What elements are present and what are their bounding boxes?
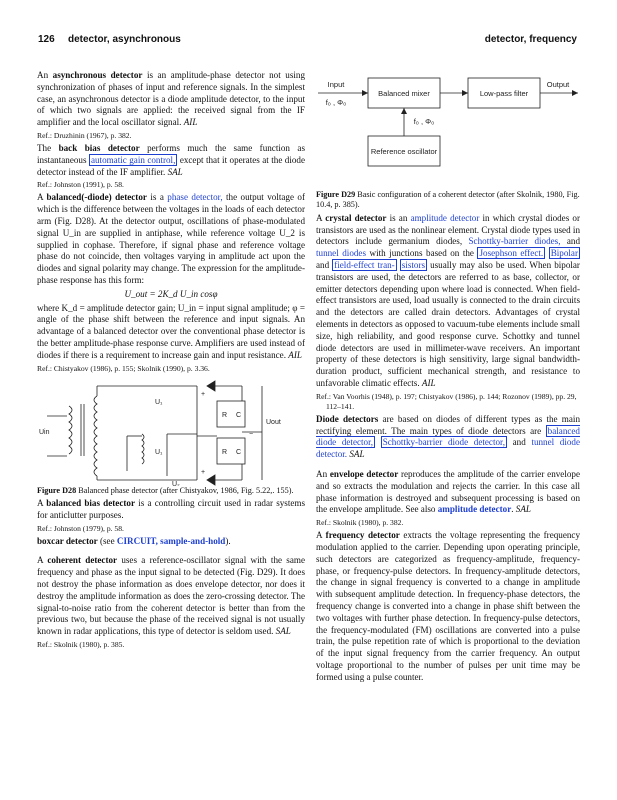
- link-tunnel-diodes[interactable]: tunnel diodes: [316, 248, 366, 259]
- link-schottky-barrier-diodes[interactable]: Schottky-barrier diodes,: [468, 236, 561, 247]
- term: Diode detectors: [316, 413, 379, 424]
- entry-text: are based on diodes of different types as the main rectifying element. The main types of diode detectors are: [316, 413, 580, 436]
- author: SAL: [349, 449, 365, 460]
- reference: Ref.: Druzhinin (1967), p. 382.: [37, 130, 132, 140]
- reference: Ref.: Johnston (1979), p. 58.: [37, 523, 124, 533]
- label-input-freq: f₀ , Φ₀: [325, 98, 347, 107]
- running-head-right: detector, frequency: [484, 34, 577, 45]
- label-balanced-mixer: Balanced mixer: [378, 89, 430, 98]
- entry-text: extracts the voltage representing the frequency modulation applied to the carrier. Depending upon operating principle, such detectors are categorized as frequency-amplitude, frequency-phase, or frequency-pulse detectors. In frequency-amplitude detectors, the change in signal frequency is converted to a change in amplitude with subsequent amplitude detection. In frequency-phase detectors, the frequency change is converted into a change in phase shift between the two voltages with further phase detection. In frequency-pulse detectors, the frequency-modulated (FM) oscillations are converted into a pulse train, the pulse repetition rate of which is proportional to the deviation of the input signal frequency from the carrier frequency. An output voltage proportional to the number of pulses per unit time may be formed using a pulse counter.: [316, 530, 580, 682]
- running-head-left: detector, asynchronous: [68, 34, 181, 45]
- term: crystal detector: [325, 212, 387, 223]
- label-r-bottom: R: [222, 448, 228, 456]
- entry-text: is a: [150, 192, 164, 203]
- entry-coherent-detector: A coherent detector uses a reference-oscillator signal with the same frequency and phase as the input signal to be detected (Fig. D29). It does not destroy the phase information as does envelope detector, nor does it destroy the amplitude information as does the zero-crossing detector. The signal-to-noise ratio from the coherent detector is better than from the previous two, but because the phase of the received signal is not usually known in radar applications, this type of detector is seldom used. SAL: [37, 555, 305, 637]
- entry-balanced-detector: A balanced(-diode) detector is a phase detector, the output voltage of which is the difference between the voltages in the loads of each detector arm (Fig. D28). At the detector output, oscillations of phase-modulated signal U_in are supplied in antiphase, while reference voltage U_2 is supplied in cophase. Therefore, if signal phase and reference voltage phase do not coincide, then voltages varying in amplitude act upon the diodes and signal polarity may change. The expression for the amplitude-phase response has this form:: [37, 192, 305, 285]
- entry-balanced-bias-detector: A balanced bias detector is a controlling circuit used in radar systems for anticlutter purposes.: [37, 497, 306, 520]
- entry-text: usually may also be used. When bipolar transistors are used, the detectors are referred to as base, collector, or emitter detectors depending upon where load is connected. When field-effect transistors are used, load usually is connected to the drain circuits and the detectors are called drain detectors. Advantages of crystal elements in detectors as opposed to vacuum-tube elements include small size, high reliability, and good response curve. Schottky and tunnel diode detectors are used in millimeter-wave receivers. An important property of these detectors is high sensitivity, large signal bandwidth-duration product, sufficient mechanical strength, and resistance to unfavorable climatic effects.: [316, 260, 580, 388]
- entry-boxcar-detector: [37, 536, 305, 548]
- label-u2: U₂: [172, 480, 180, 486]
- entry-crystal-detector: A crystal detector is an amplitude detector in which crystal diodes or transistors are used as the nonlinear element. Crystal diode types used in detectors include germanium diodes, Schottky-barrier diodes, and tunnel diodes with junctions based on the Josephson effect. Bipolar and field-effect tran- sistors usually may also be used. When bipolar transistors are used, the detectors are referred to as base, collector, or emitter detectors depending upon where load is connected. When field-effect transistors are used, load usually is connected to the drain circuits and the detectors are called drain detectors. Advantages of crystal elements in detectors as opposed to vacuum-tube elements include small size, high reliability, and good response curve. Schottky and tunnel diode detectors are used in millimeter-wave receivers. An important property of these detectors is high sensitivity, large signal bandwidth-duration product, sufficient mechanical strength, and resistance to unfavorable climatic effects. AIL: [316, 212, 580, 388]
- term: back bias detector: [58, 142, 140, 153]
- link-amplitude-detector-see-also[interactable]: amplitude detector: [437, 504, 512, 515]
- caption-label: Figure D28: [37, 485, 77, 495]
- link-balanced-diode-detector[interactable]: balanced diode detector,: [316, 425, 580, 448]
- term: frequency detector: [325, 530, 400, 541]
- label-uin: Uin: [39, 428, 50, 436]
- author: AIL: [288, 349, 302, 360]
- entry-text: and: [316, 260, 330, 270]
- author: SAL: [275, 626, 291, 637]
- right-column: [316, 72, 580, 686]
- link-bipolar[interactable]: Bipolar: [550, 248, 578, 259]
- entry-text: where K_d = amplitude detector gain; U_in = input signal amplitude; φ = angle of the phase shift between the reference and input signals. An advantage of a balanced detector over the conventional phase detector is the better amplitude-phase response curve. Amplifiers are used instead of diodes if there is a requirement to increase gain and input resistance.: [37, 302, 305, 360]
- reference: Ref.: Skolnik (1980), p. 382.: [316, 518, 404, 528]
- reference: Ref.: Johnston (1991), p. 58.: [37, 180, 124, 190]
- term: boxcar detector: [37, 535, 98, 546]
- see-end: ).: [225, 535, 231, 546]
- label-uout: Uout: [266, 418, 281, 426]
- reference: Ref.: Chistyakov (1986), p. 155; Skolnik (1990), p. 3.36.: [37, 363, 210, 373]
- reference: Ref.: Van Voorhis (1948), p. 197; Chistyakov (1986), p. 144; Rozonov (1989), pp. 29, 112–141.: [316, 391, 577, 411]
- label-c-top: C: [236, 411, 242, 419]
- figure-d29-block-diagram: [316, 72, 578, 180]
- figure-d29-caption: [316, 190, 580, 211]
- entry-text: is an: [389, 212, 408, 223]
- entry-text: and: [566, 236, 580, 247]
- link-josephson-effect[interactable]: Josephson effect.: [479, 248, 544, 259]
- label-plus-bottom: +: [201, 468, 206, 476]
- label-u1-top: U₁: [155, 398, 163, 406]
- author: AIL: [421, 377, 436, 388]
- term: coherent detector: [47, 555, 118, 566]
- entry-balanced-detector-cont: [37, 303, 305, 362]
- left-column: [37, 70, 305, 652]
- link-field-effect-transistors-cont[interactable]: sistors: [401, 260, 426, 270]
- term: balanced bias detector: [46, 497, 135, 508]
- link-automatic-gain-control[interactable]: automatic gain control,: [90, 154, 176, 165]
- link-circuit-sample-and-hold[interactable]: CIRCUIT, sample-and-hold: [116, 535, 226, 546]
- entry-back-bias-detector: The back bias detector performs much the same function as instantaneous automatic gain control, except that it operates at the diode detector instead of the IF amplifier. SAL: [37, 142, 305, 177]
- caption-label: Figure D29: [316, 190, 356, 199]
- entry-text: is a controlling circuit used in radar systems for anticlutter purposes.: [37, 497, 306, 520]
- label-c-bottom: C: [236, 448, 242, 456]
- entry-text: is an amplitude-phase detector not using synchronization of phases of input and reference signals. In the simplest case, an asynchronous detector is a diode amplitude detector, to the input of which two signals are applied: the received signal from the IF amplifier and the local oscillator signal.: [37, 70, 305, 128]
- figure-d28-caption: [37, 486, 305, 496]
- entry-diode-detectors: [316, 414, 580, 461]
- link-phase-detector[interactable]: phase detector,: [167, 192, 223, 203]
- term: envelope detector: [329, 468, 399, 479]
- label-low-pass-filter: Low-pass filter: [479, 89, 529, 98]
- reference: Ref.: Skolnik (1980), p. 385.: [37, 639, 125, 649]
- entry-text: with junctions based on the: [369, 248, 474, 259]
- entry-frequency-detector: A frequency detector extracts the voltage representing the frequency modulation applied to the carrier. Depending upon operating principle, such detectors are categorized as frequency-amplitude, frequency-phase, or frequency-pulse detectors. In frequency-amplitude detectors, the change in signal frequency is converted to a change in amplitude with subsequent amplitude detection. In frequency-phase detectors, the frequency change is converted into a change in phase shift between the two voltages with further phase detection. In frequency-pulse detectors, the frequency-modulated (FM) oscillations are converted into a pulse train, the pulse repetition rate of which is proportional to the deviation of the input signal frequency from the carrier frequency. An output voltage proportional to the number of pulses per unit time may be formed using a pulse counter.: [316, 530, 580, 682]
- caption-text: Basic configuration of a coherent detector (after Skolnik, 1980, Fig. 10.4, p. 385).: [316, 190, 580, 210]
- page-number: 126: [38, 34, 55, 45]
- entry-text: performs much the same function as instantaneous: [37, 142, 305, 165]
- figure-d28-schematic: [37, 376, 302, 486]
- entry-text: in which crystal diodes or transistors are used as the nonlinear element. Crystal diode types used in detectors include germanium diodes,: [316, 212, 580, 247]
- link-tunnel-diode-detector[interactable]: tunnel diode detector.: [316, 437, 581, 460]
- author: SAL: [515, 504, 531, 515]
- label-output: Output: [546, 80, 570, 89]
- caption-text: Balanced phase detector (after Chistyakov, 1986, Fig. 5.22,. 155).: [78, 485, 294, 495]
- link-amplitude-detector[interactable]: amplitude detector: [410, 212, 480, 223]
- label-ref-freq: f₀ , Φ₀: [413, 117, 435, 126]
- entry-text: uses a reference-oscillator signal with the same frequency and phase as the input signal to be detected (Fig. D29). It does not destroy the phase information as does envelope detector, nor does it destroy the amplitude information as does the zero-crossing detector. The signal-to-noise ratio from the coherent detector is better than from the previous two, but because the phase of the received signal is not usually known in radar applications, this type of detector is seldom used.: [37, 555, 305, 637]
- label-plus-top: +: [201, 390, 206, 398]
- label-minus: −: [249, 430, 254, 438]
- label-u1-bottom: U₁: [155, 448, 163, 456]
- label-r-top: R: [222, 411, 228, 419]
- equation: U_out = 2K_d U_in cosφ: [124, 288, 218, 299]
- label-reference-oscillator: Reference oscillator: [370, 147, 438, 156]
- entry-asynchronous-detector: An asynchronous detector is an amplitude-phase detector not using synchronization of phases of input and reference signals. In the simplest case, an asynchronous detector is a diode amplitude detector, to the input of which two signals are applied: the received signal from the IF amplifier and the local oscillator signal. AIL: [37, 70, 305, 128]
- see-text: (see: [99, 535, 115, 546]
- term: asynchronous detector: [52, 70, 143, 80]
- label-input: Input: [327, 80, 345, 89]
- entry-text: except that it operates at the diode detector instead of the IF amplifier.: [37, 154, 305, 177]
- link-field-effect-transistors[interactable]: field-effect tran-: [334, 260, 395, 270]
- entry-envelope-detector: An envelope detector reproduces the amplitude of the carrier envelope and so extracts the modulation and rejects the carrier. In this case all phase information is destroyed and subsequent processing is based on the envelope amplitude. See also amplitude detector. SAL: [316, 468, 580, 515]
- term: balanced(-diode) detector: [46, 192, 147, 203]
- author: SAL: [167, 166, 183, 177]
- author: AIL: [183, 117, 198, 128]
- entry-text: and: [512, 437, 526, 448]
- entry-text: the output voltage of which is the difference between the voltages in the loads of each detector arm (Fig. D28). At the detector output, oscillations of phase-modulated signal U_in are supplied in antiphase, while reference voltage U_2 is supplied in cophase. Therefore, if signal phase and reference voltage phase do not coincide, then voltages varying in amplitude act upon the diodes and signal polarity may change. The expression for the amplitude-phase response has this form:: [37, 192, 305, 285]
- link-schottky-barrier-diode-detector[interactable]: Schottky-barrier diode detector,: [382, 437, 505, 448]
- entry-text: reproduces the amplitude of the carrier envelope and so extracts the modulation and rejects the carrier. In this case all phase information is destroyed and subsequent processing is based on the envelope amplitude. See also: [316, 468, 580, 515]
